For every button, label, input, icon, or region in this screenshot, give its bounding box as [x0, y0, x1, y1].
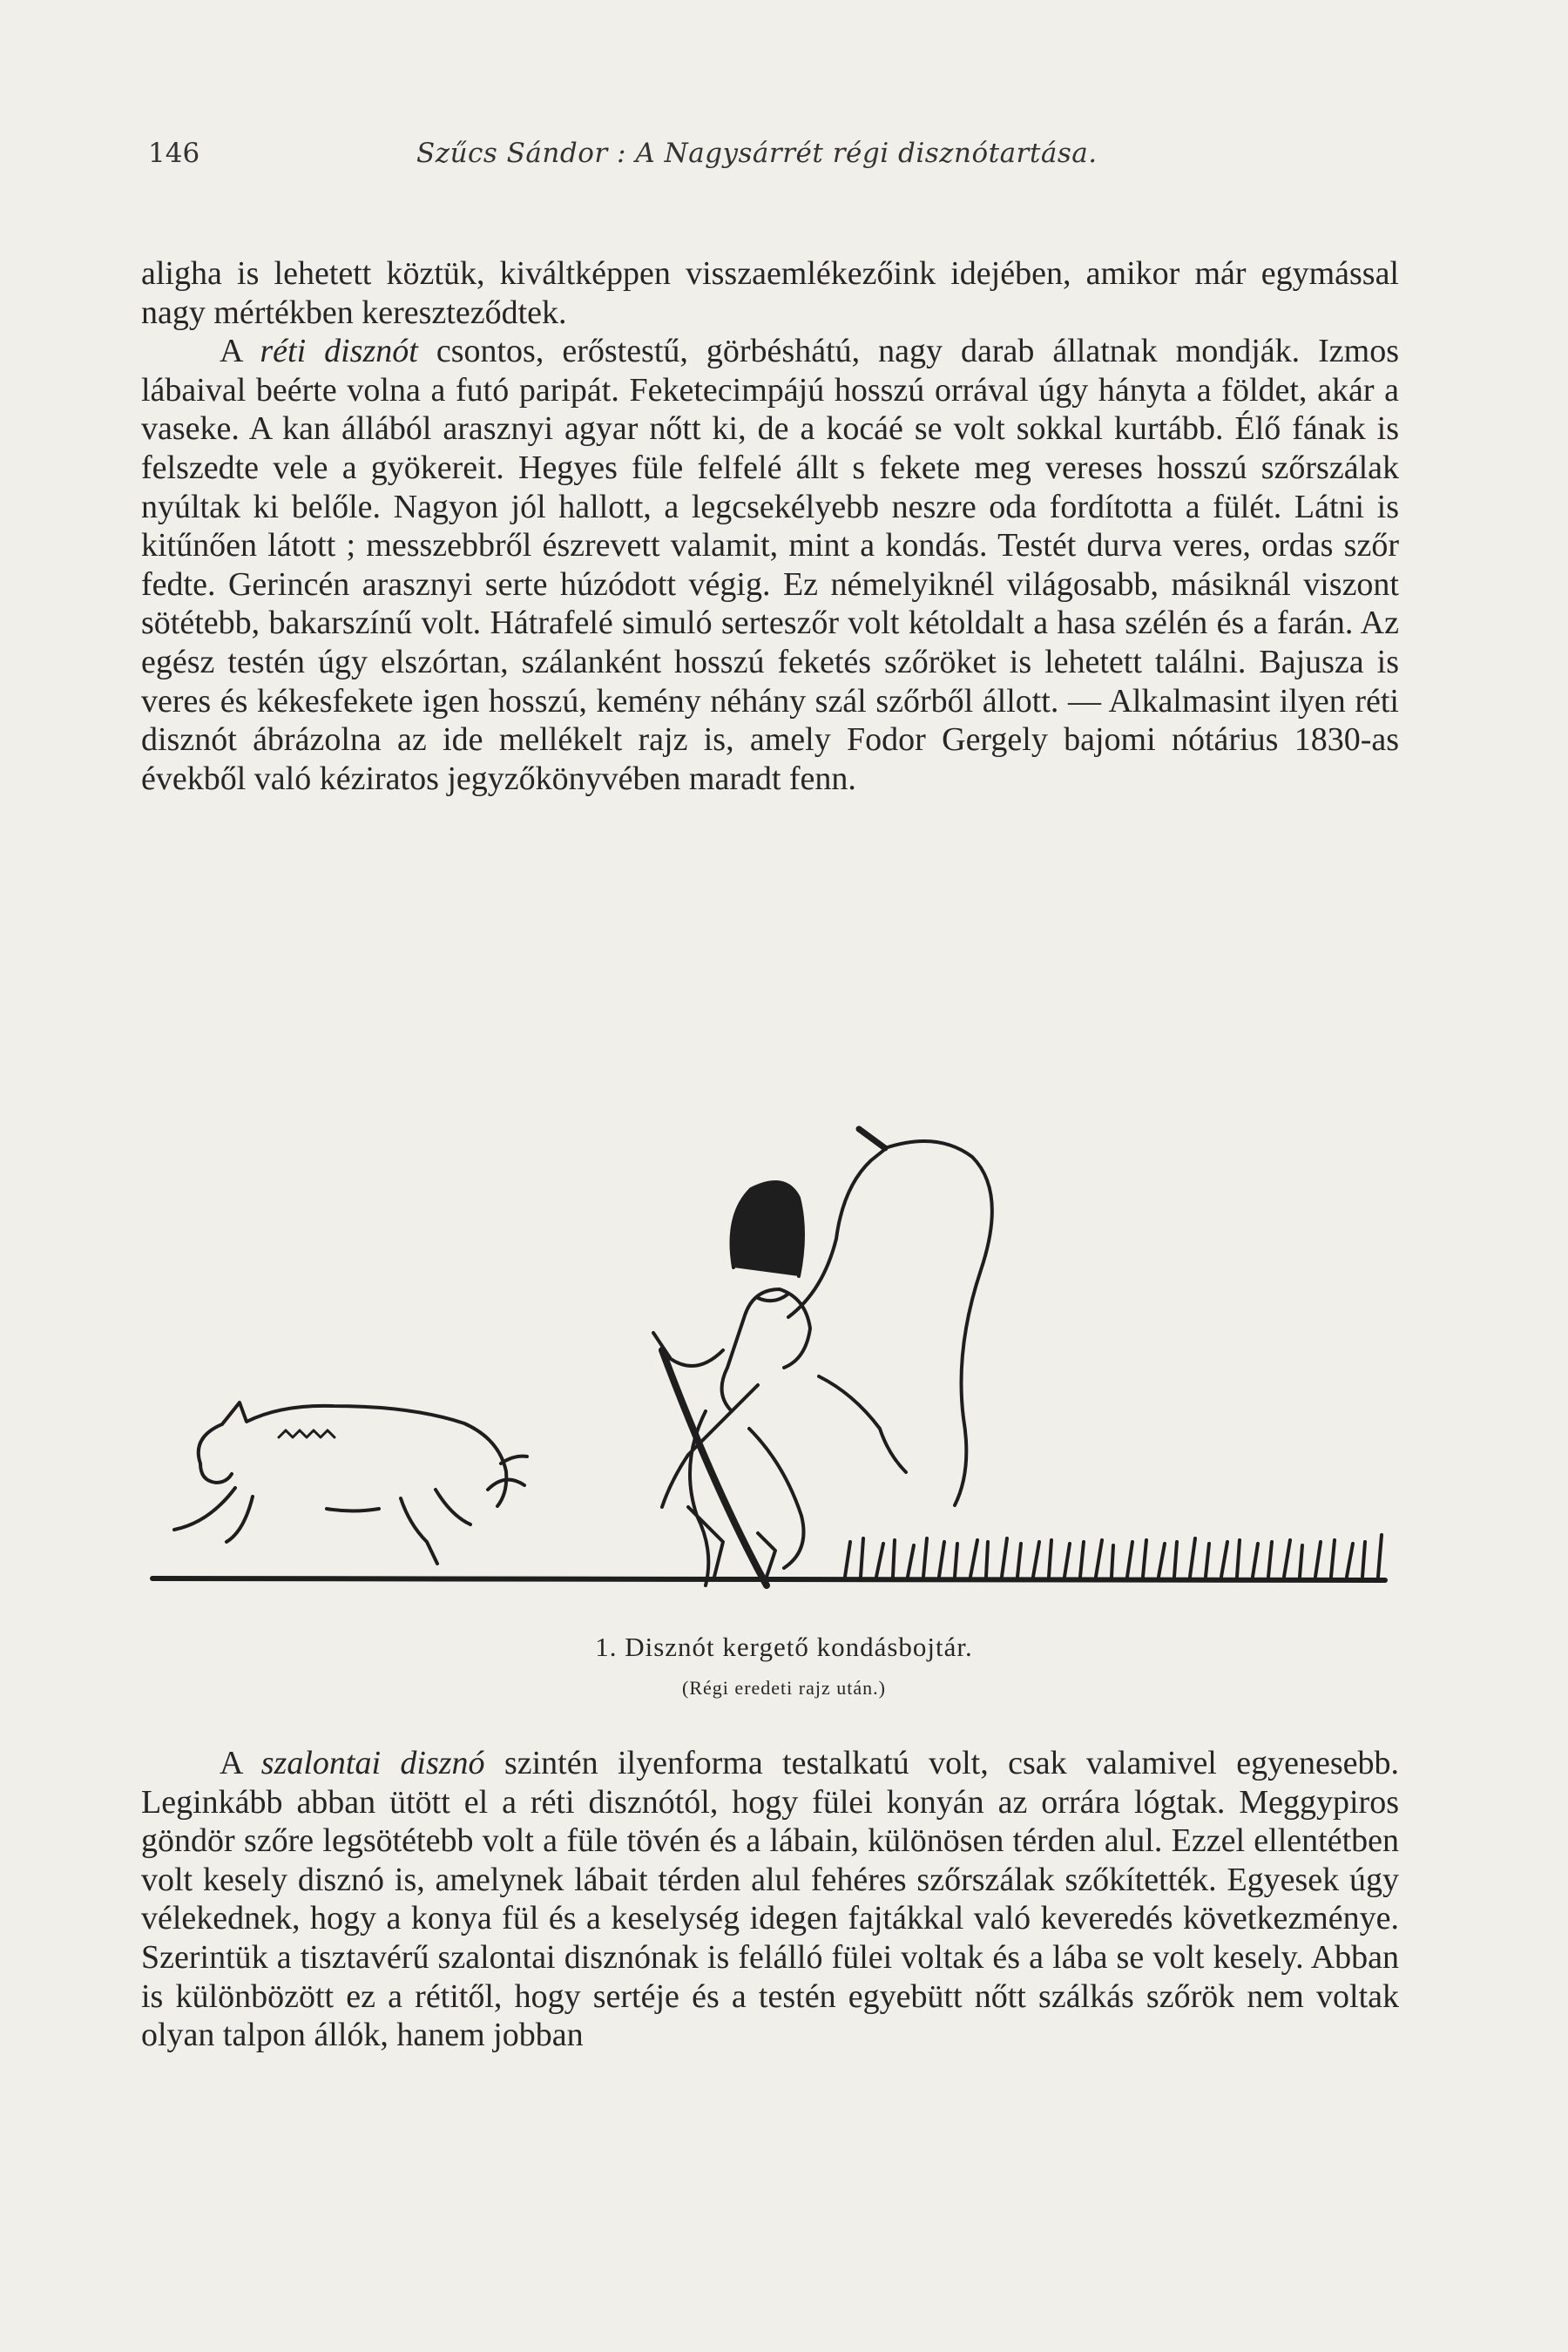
paragraph-2-body: szintén ilyenforma testalkatú volt, csak valamivel egyenesebb. Leginkább abban ütött el a réti disznótól, hogy fülei konyán az orrára lógtak. Meggypiros göndör szőre legsötétebb volt a füle tövén és a lábain, különösen térden alul. Ezzel ellentétben volt kesely disznó is, amelynek lábait térden alul fehéres szőrszálak szőkítették. Egyesek úgy vélekednek, hogy a konya fül és a keselység idegen fajtákkal való keveredés következménye. Szerintük a tisztavérű szalontai disznónak is felálló fülei voltak és a lába se volt kesely. Abban is különbözött ez a rétitől, hogy sertéje és a testén egyebütt nőtt szálkás szőrök nem voltak olyan talpon állók, hanem jobban: [141, 1745, 1400, 2054]
paragraph-2-term: szalontai disznó: [260, 1745, 485, 1781]
illustration-swineherd-chasing-pig: [148, 976, 1402, 1603]
paragraph-2: [141, 1744, 1399, 2055]
paragraph-1-body: csontos, erőstestű, görbéshátú, nagy darab állatnak mondják. Izmos lábaival beérte volna a futó paripát. Feketecimpájú hosszú orrával úgy hányta a földet, akár a vaseke. A kan állából arasznyi agyar nőtt ki, de a kocáé se volt sokkal kurtább. Élő fának is felszedte vele a gyökereit. Hegyes füle felfelé állt s fekete meg vereses hosszú szőrszálak nyúltak ki belőle. Nagyon jól hallott, a legcsekélyebb neszre oda fordította a fülét. Látni is kitűnően látott ; messzebbről észrevett valamit, mint a kondás. Testét durva veres, ordas szőr fedte. Gerincén arasznyi serte húzódott végig. Ez némelyiknél világosabb, másiknál viszont sötétebb, bakarszínű volt. Hátrafelé simuló serteszőr volt kétoldalt a hasa szélén és a farán. Az egész testén úgy elszórtan, szálanként hosszú feketés szőröket is lehetett találni. Bajusza is veres és kékesfekete igen hosszú, kemény néhány szál szőrből állott. — Alkalmasint ilyen réti disznót ábrázolna az ide mellékelt rajz is, amely Fodor Gergely bajomi nótárius 1830-as évekből való kéziratos jegyzőkönyvében maradt fenn.: [141, 333, 1399, 797]
paragraph-1: [141, 254, 1399, 798]
paragraph-2-intro: A: [220, 1745, 242, 1781]
page-header: [148, 138, 1402, 181]
page-number: 146: [148, 138, 200, 169]
ground-line: [152, 1578, 1385, 1580]
figure-caption: 1. Disznót kergető kondásbojtár.: [595, 1632, 973, 1662]
paragraph-1-term: réti disznót: [260, 333, 418, 370]
figure-source: (Régi eredeti rajz után.): [682, 1677, 886, 1699]
pig-drawing: [174, 1402, 527, 1564]
herdsman-drawing: [653, 1129, 992, 1585]
grass: [845, 1535, 1382, 1577]
running-title: Szűcs Sándor : A Nagysárrét régi disznótartása.: [416, 138, 1098, 169]
paragraph-1-intro: A: [220, 333, 242, 370]
paragraph-1-line1: aligha is lehetett köztük, kiváltképpen visszaemlékezőink idejében, amikor már egymással nagy mértékben kereszteződtek.: [141, 255, 1399, 331]
